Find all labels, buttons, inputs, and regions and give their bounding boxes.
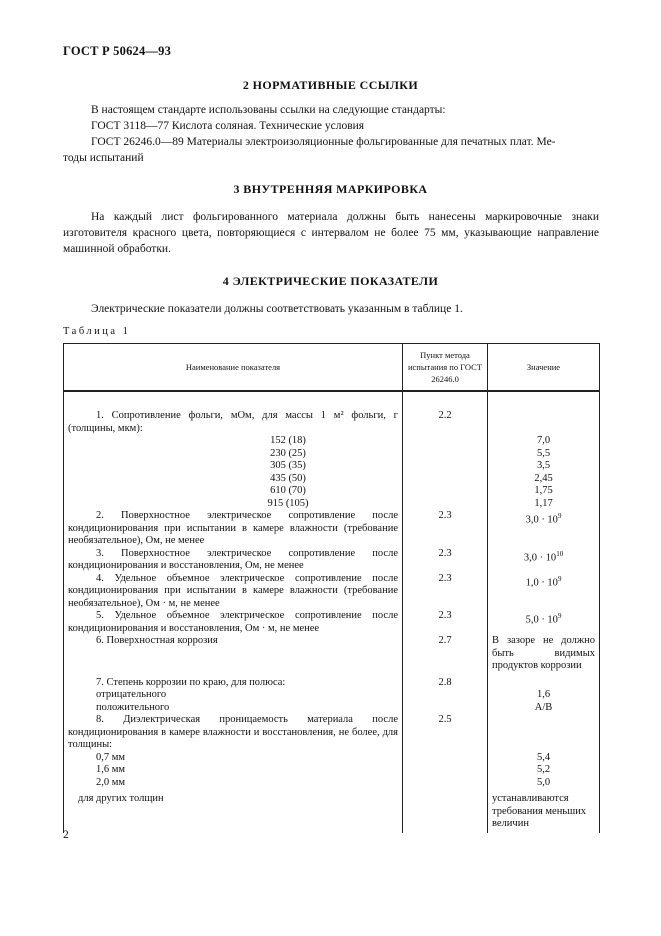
row-3-text: 3. Поверхностное электрическое сопротивление после кондиционирования и восстановления, Ом, не менее — [68, 547, 398, 571]
row-8-other-value: устанавливаются требования меньших величин — [492, 793, 587, 829]
table-row — [64, 610, 600, 635]
row-7-text: 7. Степень коррозии по краю, для полюса: — [96, 676, 286, 688]
section-4-title: 4 ЭЛЕКТРИЧЕСКИЕ ПОКАЗАТЕЛИ — [222, 274, 439, 288]
row-7-sub-2: положительного — [96, 701, 170, 713]
row-5-exponent: 9 — [557, 612, 562, 620]
row-5-value: 5,0 · 10 — [525, 614, 558, 626]
row-8-sub-3: 2,0 мм — [96, 776, 126, 788]
row-4-value: 1,0 · 10 — [525, 577, 558, 588]
row-7-sub-1: отрицательного — [96, 689, 167, 700]
row-5-method: 2.3 — [403, 610, 488, 635]
table-row — [64, 391, 600, 510]
row-8-method: 2.5 — [403, 714, 488, 833]
table-row — [64, 714, 600, 833]
row-6-value: В зазоре не должно быть видимых продуктов коррозии — [492, 635, 595, 671]
table-row — [64, 573, 600, 611]
row-7-val-2: A/B — [534, 701, 553, 713]
row-8-val-2: 5,2 — [536, 764, 551, 775]
row-1-val-4: 2,45 — [534, 472, 553, 484]
row-7-val-1: 1,6 — [536, 689, 551, 700]
row-1-val-1: 7,0 — [536, 435, 551, 446]
page-number: 2 — [63, 829, 69, 841]
row-2-value: 3,0 · 10 — [525, 514, 558, 526]
row-2-exponent: 9 — [557, 512, 562, 520]
section-4-text: Электрические показатели должны соответствовать указанным в таблице 1. — [91, 303, 463, 315]
row-3-value: 3,0 · 10 — [523, 552, 557, 563]
row-8-other-label: для других толщин — [78, 793, 164, 804]
row-1-sub-1: 152 (18) — [270, 435, 306, 446]
table-header-row — [64, 344, 600, 392]
row-1-method: 2.2 — [403, 391, 488, 510]
row-3-exponent: 10 — [556, 549, 564, 558]
reference-2-line1: ГОСТ 26246.0—89 Материалы электроизоляционные фольгированные для печатных плат. Ме- — [91, 136, 556, 148]
row-1-val-5: 1,75 — [534, 485, 553, 496]
row-8-sub-1: 0,7 мм — [96, 751, 126, 763]
reference-2-line2: тоды испытаний — [63, 152, 144, 164]
row-1-val-2: 5,5 — [536, 447, 551, 459]
header-name: Наименование показателя — [64, 344, 403, 392]
table-row — [64, 510, 600, 548]
indicators-table — [63, 343, 600, 833]
row-1-sub-4: 435 (50) — [270, 472, 306, 484]
row-3-method: 2.3 — [403, 548, 488, 573]
table-row — [64, 677, 600, 715]
row-1-val-3: 3,5 — [536, 460, 551, 471]
row-1-sub-2: 230 (25) — [270, 447, 306, 459]
section-2-title: 2 НОРМАТИВНЫЕ ССЫЛКИ — [242, 78, 419, 92]
row-1-val-6: 1,17 — [534, 497, 553, 509]
table-row — [64, 548, 600, 573]
row-6-method: 2.7 — [403, 635, 488, 677]
row-2-text: 2. Поверхностное электрическое сопротивление после кондиционирования при испытании в камере влажности (требование необязательное), Ом, не менее — [68, 510, 398, 546]
row-8-text: 8. Диэлектрическая проницаемость материала после кондиционирования в камере влажности и восстановления, не более, для толщины: — [68, 714, 398, 750]
document-header: ГОСТ Р 50624—93 — [63, 44, 172, 58]
row-8-val-3: 5,0 — [536, 776, 551, 788]
row-4-exponent: 9 — [557, 574, 562, 583]
row-8-val-1: 5,4 — [536, 751, 551, 763]
row-8-sub-2: 1,6 мм — [96, 764, 126, 775]
header-value: Значение — [488, 344, 600, 392]
row-1-text: 1. Сопротивление фольги, мОм, для массы 1 м² фольги, г (толщины, мкм): — [68, 410, 398, 434]
row-1-sub-6: 915 (105) — [267, 497, 309, 509]
row-4-text: 4. Удельное объемное электрическое сопротивление после кондиционирования при испытании в камере влажности (требование необязательное), Ом · м, не менее — [68, 572, 398, 609]
row-2-method: 2.3 — [403, 510, 488, 548]
section-3-title: 3 ВНУТРЕННЯЯ МАРКИРОВКА — [233, 182, 428, 196]
reference-1: ГОСТ 3118—77 Кислота соляная. Технические условия — [91, 120, 365, 132]
row-1-sub-3: 305 (35) — [270, 460, 306, 471]
row-1-sub-5: 610 (70) — [270, 485, 306, 496]
row-7-method: 2.8 — [403, 677, 488, 715]
row-5-text: 5. Удельное объемное электрическое сопротивление после кондиционирования и восстановления, Ом · м, не менее — [68, 610, 398, 634]
section-3-text: На каждый лист фольгированного материала должны быть нанесены маркировочные знаки изготовителя красного цвета, повторяющиеся с интервалом не более 75 мм, указывающие направление машинной обработки. — [63, 211, 599, 255]
table-row — [64, 635, 600, 677]
table-caption: Таблица 1 — [63, 326, 131, 337]
section-2-intro: В настоящем стандарте использованы ссылки на следующие стандарты: — [91, 104, 446, 116]
header-method: Пункт метода испытания по ГОСТ 26246.0 — [403, 344, 488, 392]
row-6-text: 6. Поверхностная коррозия — [96, 635, 218, 646]
row-4-method: 2.3 — [403, 573, 488, 611]
